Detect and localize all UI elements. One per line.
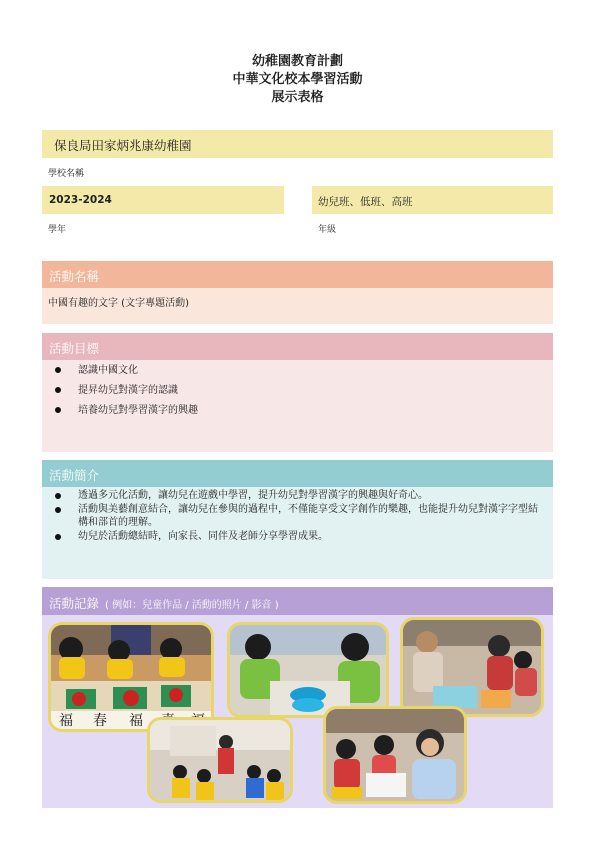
school-name-field xyxy=(42,130,553,158)
activity-name-heading: 活動名稱 xyxy=(49,269,100,284)
school-year-value: 2023-2024 xyxy=(49,194,112,206)
activity-photo-sharing xyxy=(400,617,544,717)
summary-heading: 活動簡介 xyxy=(49,468,100,483)
activity-name-body xyxy=(42,288,553,324)
record-header xyxy=(42,587,553,615)
bullet-icon xyxy=(55,534,61,540)
bullet-icon xyxy=(55,493,61,499)
summary-list xyxy=(42,489,553,543)
summary-item xyxy=(42,530,553,544)
activity-photo-water-play xyxy=(227,622,389,718)
school-year-field xyxy=(42,186,284,214)
photo-character: 春 xyxy=(93,713,107,729)
school-name-label: 學校名稱 xyxy=(48,169,85,179)
record-heading-note: ( 例如：兒童作品 / 活動的照片 / 影音 ) xyxy=(105,600,279,611)
activity-name-value: 中國有趣的文字 (文字專題活動) xyxy=(48,298,189,309)
bullet-icon xyxy=(55,407,61,413)
photo-character: 福 xyxy=(129,713,143,729)
title-line-1: 幼稚園教育計劃 xyxy=(251,54,343,69)
objective-item xyxy=(42,404,553,424)
activity-name-header xyxy=(42,261,553,288)
grade-level-field xyxy=(312,186,553,214)
objectives-body xyxy=(42,360,553,452)
grade-level-value: 幼兒班、低班、高班 xyxy=(318,196,413,208)
objectives-list xyxy=(42,364,553,424)
school-year-label: 學年 xyxy=(48,225,67,235)
activity-photo-painting xyxy=(48,622,214,732)
objective-text: 認識中國文化 xyxy=(78,365,138,376)
bullet-icon xyxy=(55,387,61,393)
summary-text: 活動與美藝創意結合，讓幼兒在參與的過程中，不僅能享受文字創作的樂趣，也能提升幼兒對漢字字型結構和部首的理解。 xyxy=(78,503,538,528)
summary-text: 透過多元化活動，讓幼兒在遊戲中學習，提升幼兒對學習漢字的興趣與好奇心。 xyxy=(78,490,428,501)
summary-text: 幼兒於活動總結時，向家長、同伴及老師分享學習成果。 xyxy=(78,530,328,542)
school-name-value: 保良局田家炳兆康幼稚園 xyxy=(54,138,192,153)
objective-item xyxy=(42,364,553,384)
objective-text: 培養幼兒對學習漢字的興趣 xyxy=(78,405,198,416)
record-heading-title: 活動記錄 xyxy=(49,596,100,611)
summary-header xyxy=(42,460,553,487)
grade-level-label: 年級 xyxy=(318,225,337,235)
summary-body xyxy=(42,487,553,579)
summary-item xyxy=(42,489,553,503)
bullet-icon xyxy=(55,507,61,513)
activity-photo-teacher-children xyxy=(323,706,467,804)
objectives-heading: 活動目標 xyxy=(49,341,100,356)
title-line-3: 展示表格 xyxy=(271,90,324,105)
objectives-header xyxy=(42,333,553,360)
bullet-icon xyxy=(55,367,61,373)
title-line-2: 中華文化校本學習活動 xyxy=(232,72,363,87)
record-heading xyxy=(49,594,279,612)
summary-item xyxy=(42,503,553,530)
activity-photo-classroom xyxy=(147,717,293,803)
objective-text: 提昇幼兒對漢字的認識 xyxy=(78,385,178,396)
objective-item xyxy=(42,384,553,404)
photo-character: 福 xyxy=(59,713,73,729)
